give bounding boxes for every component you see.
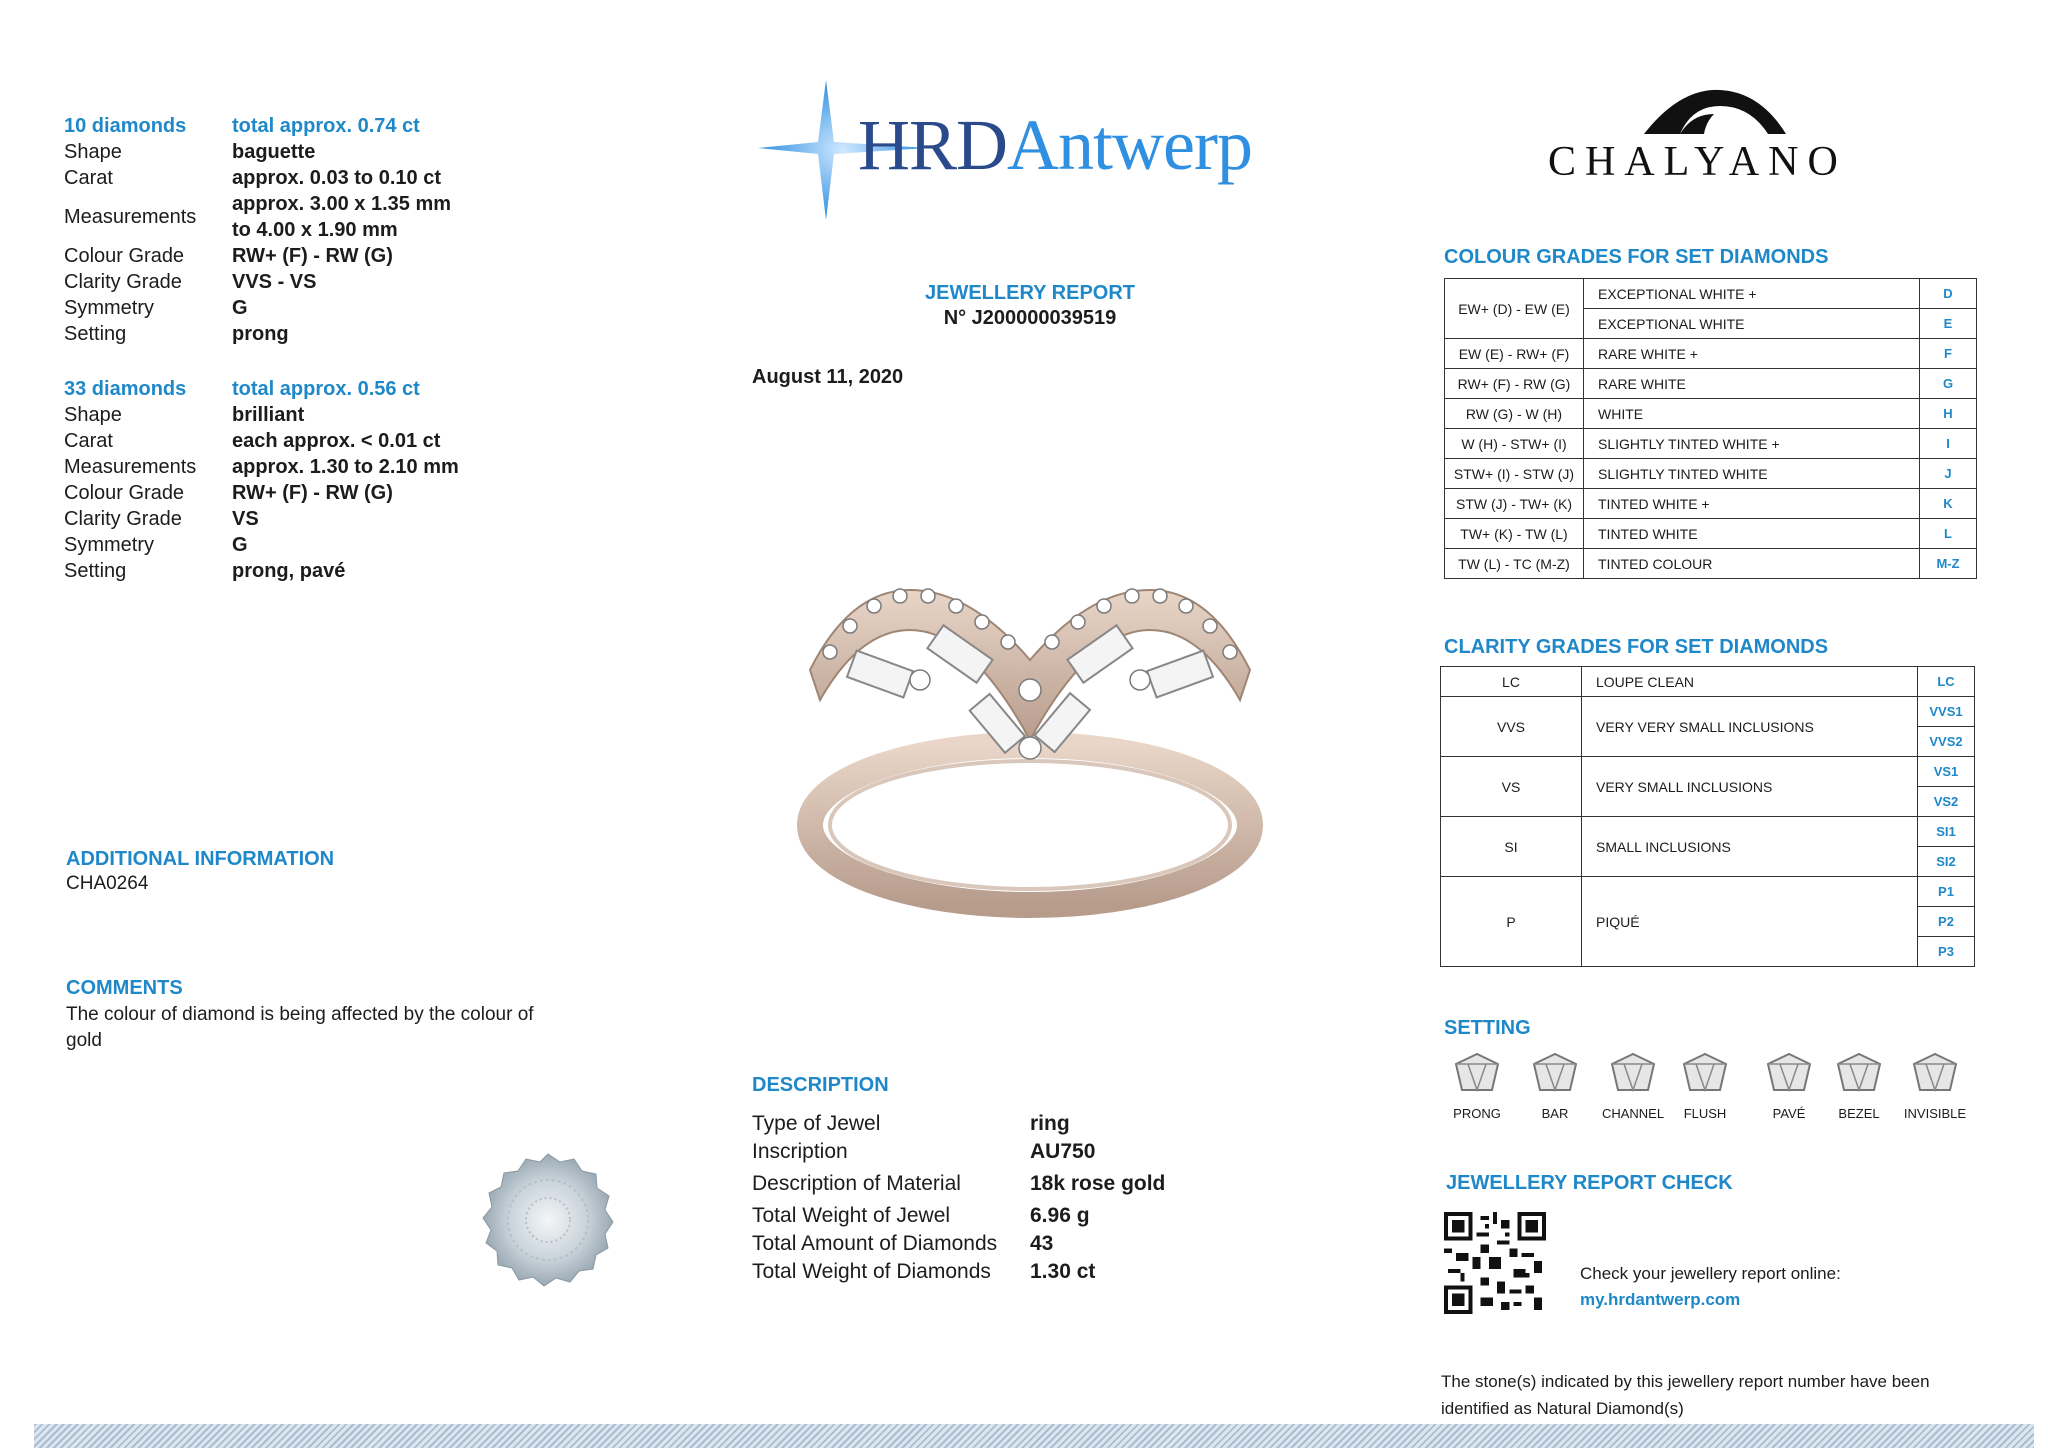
desc-label: Type of Jewel <box>752 1112 881 1135</box>
spec-value: prong <box>232 323 289 345</box>
clarity-grade-row <box>1441 817 1975 847</box>
channel-setting-icon <box>1604 1050 1662 1094</box>
report-check-text: Check your jewellery report online: <box>1580 1264 1841 1283</box>
clarity-sub: VS1 <box>1918 757 1975 787</box>
chalyano-arc-icon <box>1640 86 1790 138</box>
colour-letter: I <box>1920 429 1977 459</box>
colour-name: RARE WHITE + <box>1584 339 1920 369</box>
colour-grade-row <box>1445 339 1977 369</box>
invisible-setting-icon <box>1906 1050 1964 1094</box>
colour-letter: M-Z <box>1920 549 1977 579</box>
spec-label: Shape <box>64 141 122 163</box>
clarity-code: VS <box>1441 757 1582 817</box>
colour-name: TINTED COLOUR <box>1584 549 1920 579</box>
spec-label: Colour Grade <box>64 245 185 267</box>
desc-value: ring <box>1030 1112 1070 1135</box>
report-header <box>830 282 1230 330</box>
clarity-grade-row <box>1441 877 1975 907</box>
colour-grades-title: COLOUR GRADES FOR SET DIAMONDS <box>1444 246 1829 268</box>
spec-value: approx. 0.03 to 0.10 ct <box>232 167 441 189</box>
prong-setting-icon <box>1448 1050 1506 1094</box>
spec-value: RW+ (F) - RW (G) <box>232 245 393 267</box>
stone-group-1 <box>64 113 451 347</box>
report-number: N° J200000039519 <box>943 307 1117 329</box>
colour-range: STW (J) - TW+ (K) <box>1445 489 1584 519</box>
setting-item <box>1432 1050 1522 1121</box>
desc-label: Description of Material <box>752 1172 961 1195</box>
spec-value: VVS - VS <box>232 271 317 293</box>
spec-label: Measurements <box>64 456 197 478</box>
pave-setting-icon <box>1760 1050 1818 1094</box>
comments-text <box>66 1002 534 1054</box>
desc-value: 1.30 ct <box>1030 1260 1096 1283</box>
colour-grade-row <box>1445 519 1977 549</box>
spec-label: Colour Grade <box>64 482 185 504</box>
hologram-seal <box>478 1150 618 1290</box>
qr-code <box>1444 1212 1546 1314</box>
setting-item <box>1890 1050 1980 1121</box>
spec-value: VS <box>232 508 259 530</box>
comments-line: gold <box>66 1030 102 1051</box>
setting-title: SETTING <box>1444 1017 1531 1039</box>
clarity-name: SMALL INCLUSIONS <box>1582 817 1918 877</box>
clarity-name: VERY VERY SMALL INCLUSIONS <box>1582 697 1918 757</box>
additional-info-title: ADDITIONAL INFORMATION <box>66 848 335 870</box>
desc-label: Total Weight of Diamonds <box>752 1260 991 1283</box>
colour-letter: D <box>1920 279 1977 309</box>
colour-grade-row <box>1445 549 1977 579</box>
colour-name: TINTED WHITE + <box>1584 489 1920 519</box>
spec-value: brilliant <box>232 404 305 426</box>
logo-antwerp-text: Antwerp <box>1007 105 1252 185</box>
spec-value: approx. 3.00 x 1.35 mm <box>232 193 452 215</box>
colour-grade-row <box>1445 429 1977 459</box>
spec-value-line2: to 4.00 x 1.90 mm <box>232 219 398 241</box>
clarity-sub: SI2 <box>1918 847 1975 877</box>
colour-name: EXCEPTIONAL WHITE + <box>1584 279 1920 309</box>
colour-grades-table <box>1444 278 1977 579</box>
spec-label: Clarity Grade <box>64 271 182 293</box>
setting-label: INVISIBLE <box>1903 1106 1967 1121</box>
desc-value: 43 <box>1030 1232 1054 1255</box>
setting-label: BEZEL <box>1838 1106 1880 1121</box>
spec-label: Shape <box>64 404 122 426</box>
desc-label: Total Weight of Jewel <box>752 1204 951 1227</box>
desc-value: 6.96 g <box>1030 1204 1090 1227</box>
colour-letter: G <box>1920 369 1977 399</box>
comments-title: COMMENTS <box>66 977 183 999</box>
colour-letter: L <box>1920 519 1977 549</box>
clarity-name: PIQUÉ <box>1582 877 1918 967</box>
note-line: identified as Natural Diamond(s) <box>1441 1399 1684 1418</box>
spec-label: Measurements <box>64 206 197 228</box>
desc-label: Total Amount of Diamonds <box>752 1232 998 1255</box>
report-date: August 11, 2020 <box>752 366 904 388</box>
spec-value: baguette <box>232 141 316 163</box>
colour-name: WHITE <box>1584 399 1920 429</box>
colour-letter: H <box>1920 399 1977 429</box>
colour-range: TW (L) - TC (M-Z) <box>1445 549 1584 579</box>
colour-name: SLIGHTLY TINTED WHITE + <box>1584 429 1920 459</box>
clarity-code: P <box>1441 877 1582 967</box>
clarity-grade-row <box>1441 757 1975 787</box>
stone-count: 33 diamonds <box>64 378 187 400</box>
colour-name: EXCEPTIONAL WHITE <box>1584 309 1920 339</box>
clarity-sub: LC <box>1918 667 1975 697</box>
clarity-sub: P3 <box>1918 937 1975 967</box>
spec-label: Symmetry <box>64 297 154 319</box>
clarity-name: LOUPE CLEAN <box>1582 667 1918 697</box>
spec-value: each approx. < 0.01 ct <box>232 430 441 452</box>
colour-range: EW (E) - RW+ (F) <box>1445 339 1584 369</box>
spec-label: Carat <box>64 167 113 189</box>
clarity-grade-row <box>1441 667 1975 697</box>
colour-range: W (H) - STW+ (I) <box>1445 429 1584 459</box>
spec-label: Setting <box>64 323 127 345</box>
colour-range: RW (G) - W (H) <box>1445 399 1584 429</box>
chalyano-logo <box>1540 86 1880 186</box>
stone-group-2 <box>64 376 459 584</box>
logo-hrd-text: HRD <box>858 105 1008 185</box>
clarity-sub: P2 <box>1918 907 1975 937</box>
clarity-grades-table <box>1440 666 1975 967</box>
setting-label: FLUSH <box>1683 1106 1727 1121</box>
desc-value: 18k rose gold <box>1030 1172 1166 1195</box>
chalyano-wordmark: CHALYANO <box>1548 139 1847 185</box>
ring-image <box>770 560 1290 920</box>
clarity-grade-row <box>1441 697 1975 727</box>
colour-grade-row <box>1445 399 1977 429</box>
setting-label: PRONG <box>1453 1106 1501 1121</box>
colour-grade-row <box>1445 279 1977 309</box>
description-list <box>752 1110 1165 1286</box>
clarity-code: LC <box>1441 667 1582 697</box>
setting-label: PAVÉ <box>1772 1106 1806 1121</box>
spec-label: Symmetry <box>64 534 154 556</box>
stone-count: 10 diamonds <box>64 115 187 137</box>
clarity-grades-title: CLARITY GRADES FOR SET DIAMONDS <box>1444 636 1829 658</box>
clarity-sub: VVS2 <box>1918 727 1975 757</box>
desc-label: Inscription <box>752 1140 848 1163</box>
stone-total: total approx. 0.74 ct <box>232 115 420 137</box>
colour-name: TINTED WHITE <box>1584 519 1920 549</box>
spec-value: G <box>232 297 248 319</box>
spec-value: approx. 1.30 to 2.10 mm <box>232 456 459 478</box>
clarity-sub: P1 <box>1918 877 1975 907</box>
clarity-sub: VVS1 <box>1918 697 1975 727</box>
report-check-url[interactable]: my.hrdantwerp.com <box>1580 1290 1741 1309</box>
spec-value: prong, pavé <box>232 560 346 582</box>
colour-grade-row <box>1445 369 1977 399</box>
flush-setting-icon <box>1676 1050 1734 1094</box>
colour-letter: F <box>1920 339 1977 369</box>
security-strip <box>34 1424 2034 1448</box>
report-title: JEWELLERY REPORT <box>924 282 1136 304</box>
colour-letter: E <box>1920 309 1977 339</box>
clarity-sub: SI1 <box>1918 817 1975 847</box>
bar-setting-icon <box>1526 1050 1584 1094</box>
colour-grade-row <box>1445 489 1977 519</box>
spec-label: Clarity Grade <box>64 508 182 530</box>
spec-value: RW+ (F) - RW (G) <box>232 482 393 504</box>
clarity-name: VERY SMALL INCLUSIONS <box>1582 757 1918 817</box>
colour-name: RARE WHITE <box>1584 369 1920 399</box>
setting-item <box>1510 1050 1600 1121</box>
spec-label: Setting <box>64 560 127 582</box>
colour-grade-row <box>1445 459 1977 489</box>
stone-total: total approx. 0.56 ct <box>232 378 420 400</box>
colour-range: RW+ (F) - RW (G) <box>1445 369 1584 399</box>
hrd-antwerp-logo <box>758 80 1318 220</box>
report-check-title: JEWELLERY REPORT CHECK <box>1446 1172 1733 1194</box>
description-title: DESCRIPTION <box>752 1074 889 1096</box>
desc-value: AU750 <box>1030 1140 1096 1163</box>
setting-label: CHANNEL <box>1601 1106 1665 1121</box>
additional-info-value: CHA0264 <box>66 873 149 894</box>
colour-range: STW+ (I) - STW (J) <box>1445 459 1584 489</box>
colour-range: EW+ (D) - EW (E) <box>1445 279 1584 339</box>
colour-letter: J <box>1920 459 1977 489</box>
setting-item <box>1660 1050 1750 1121</box>
clarity-code: VVS <box>1441 697 1582 757</box>
clarity-sub: VS2 <box>1918 787 1975 817</box>
colour-name: SLIGHTLY TINTED WHITE <box>1584 459 1920 489</box>
colour-range: TW+ (K) - TW (L) <box>1445 519 1584 549</box>
colour-letter: K <box>1920 489 1977 519</box>
comments-line: The colour of diamond is being affected by the colour of <box>66 1004 534 1025</box>
natural-diamond-note <box>1441 1368 1930 1422</box>
bezel-setting-icon <box>1830 1050 1888 1094</box>
setting-label: BAR <box>1541 1106 1569 1121</box>
spec-label: Carat <box>64 430 113 452</box>
clarity-code: SI <box>1441 817 1582 877</box>
spec-value: G <box>232 534 248 556</box>
note-line: The stone(s) indicated by this jewellery report number have been <box>1441 1372 1930 1391</box>
